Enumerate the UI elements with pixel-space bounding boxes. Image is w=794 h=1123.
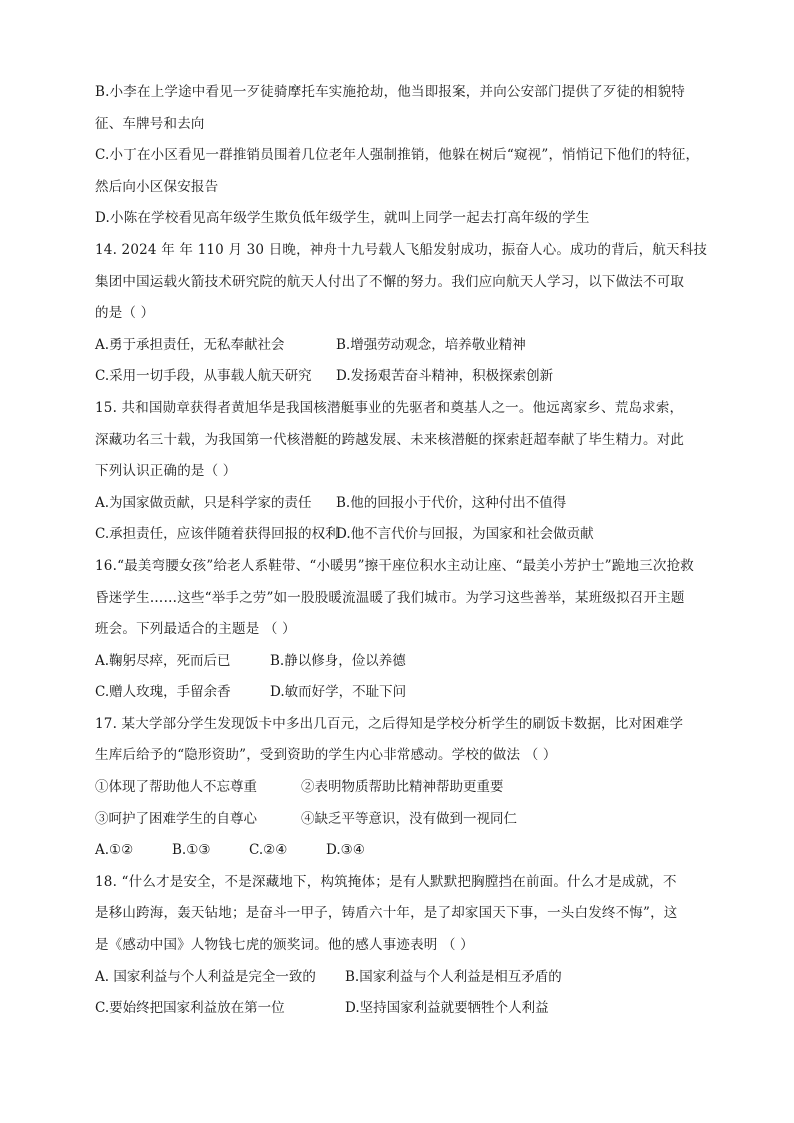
question-15-stem-line-3: 下列认识正确的是（ ） bbox=[95, 463, 237, 480]
question-18-option-a: A. 国家利益与个人利益是完全一致的 bbox=[95, 968, 316, 985]
question-18-option-c: C.要始终把国家利益放在第一位 bbox=[95, 1000, 285, 1017]
question-15-option-a: A.为国家做贡献，只是科学家的责任 bbox=[95, 494, 312, 511]
question-13-option-b-line-2: 征、车牌号和去向 bbox=[95, 115, 205, 132]
question-16-option-c: C.赠人玫瑰，手留余香 bbox=[95, 684, 231, 701]
question-16-option-a: A.鞠躬尽瘁，死而后已 bbox=[95, 652, 231, 669]
question-17-item-4: ④缺乏平等意识，没有做到一视同仁 bbox=[301, 810, 517, 827]
question-18-options-row-2 bbox=[95, 993, 715, 1025]
question-16-option-b: B.静以修身，俭以养德 bbox=[270, 652, 406, 669]
question-14-option-b: B.增强劳动观念，培养敬业精神 bbox=[336, 336, 526, 353]
question-18-option-d: D.坚持国家利益就要牺牲个人利益 bbox=[345, 1000, 549, 1017]
question-14-options-row-1 bbox=[95, 330, 715, 362]
question-16-stem-line-3: 班会。下列最适合的主题是 （ ） bbox=[95, 621, 296, 638]
question-16-option-d: D.敏而好学，不耻下问 bbox=[270, 684, 407, 701]
question-17-item-2: ②表明物质帮助比精神帮助更重要 bbox=[301, 779, 504, 796]
question-18-stem-line-3: 是《感动中国》人物钱七虎的颁奖词。他的感人事迹表明 （ ） bbox=[95, 937, 474, 954]
question-17-options-row bbox=[95, 835, 715, 867]
question-15-stem-line-1: 15. 共和国勋章获得者黄旭华是我国核潜艇事业的先驱者和奠基人之一。他远离家乡、荒岛求索， bbox=[95, 399, 684, 416]
question-15-option-d: D.他不言代价与回报，为国家和社会做贡献 bbox=[336, 526, 594, 543]
question-17-stem-line-1: 17. 某大学部分学生发现饭卡中多出几百元，之后得知是学校分析学生的刷饭卡数据，比对困难学 bbox=[95, 715, 684, 732]
question-13-option-d: D.小陈在学校看见高年级学生欺负低年级学生，就叫上同学一起去打高年级的学生 bbox=[95, 210, 590, 227]
question-17-item-1: ①体现了帮助他人不忘尊重 bbox=[95, 779, 257, 796]
question-16-options-row-2 bbox=[95, 677, 715, 709]
question-17-items-row-1 bbox=[95, 772, 715, 804]
question-15-option-b: B.他的回报小于代价，这种付出不值得 bbox=[336, 494, 567, 511]
question-18-options-row-1 bbox=[95, 962, 715, 994]
question-17-option-d: D.③④ bbox=[326, 842, 365, 859]
question-14-stem-line-2: 集团中国运载火箭技术研究院的航天人付出了不懈的努力。我们应向航天人学习，以下做法不可取 bbox=[95, 273, 685, 290]
question-18-option-b: B.国家利益与个人利益是相互矛盾的 bbox=[345, 968, 562, 985]
question-16-stem-line-1: 16.“最美弯腰女孩”给老人系鞋带、“小暖男”擦干座位积水主动让座、“最美小芳护士”跪地三次抢救 bbox=[95, 557, 694, 574]
question-14-stem-line-3: 的是（ ） bbox=[95, 305, 155, 322]
question-14-option-c: C.采用一切手段，从事载人航天研究 bbox=[95, 368, 312, 385]
question-17-item-3: ③呵护了困难学生的自尊心 bbox=[95, 810, 257, 827]
question-14-stem-line-1: 14. 2024 年 年 110 月 30 日晚，神舟十九号载人飞船发射成功，振奋人心。成功的背后，航天科技 bbox=[95, 241, 708, 258]
question-18-stem-line-1: 18. “什么才是安全，不是深藏地下，构筑掩体；是有人默默把胸膛挡在前面。什么才是成就，不 bbox=[95, 873, 677, 890]
question-15-stem-line-2: 深藏功名三十载，为我国第一代核潜艇的跨越发展、未来核潜艇的探索赶超奉献了毕生精力。对此 bbox=[95, 431, 685, 448]
exam-page bbox=[95, 77, 715, 1025]
question-17-stem-line-2: 生库后给予的“隐形资助”，受到资助的学生内心非常感动。学校的做法 （ ） bbox=[95, 747, 557, 764]
question-17-option-c: C.②④ bbox=[249, 842, 288, 859]
question-17-option-b: B.①③ bbox=[172, 842, 211, 859]
question-13-option-b-line-1: B.小李在上学途中看见一歹徒骑摩托车实施抢劫，他当即报案，并向公安部门提供了歹徒的相貌特 bbox=[95, 84, 686, 100]
question-16-options-row-1 bbox=[95, 646, 715, 678]
question-15-options-row-2 bbox=[95, 519, 715, 551]
question-16-stem-line-2: 昏迷学生……这些“举手之劳”如一股股暖流温暖了我们城市。为学习这些善举，某班级拟召开主题 bbox=[95, 589, 685, 606]
question-13-option-c-line-1: C.小丁在小区看见一群推销员围着几位老年人强制推销，他躲在树后“窥视”，悄悄记下他们的特征， bbox=[95, 147, 700, 164]
question-17-items-row-2 bbox=[95, 804, 715, 836]
question-17-option-a: A.①② bbox=[95, 842, 134, 859]
question-15-option-c: C.承担责任，应该伴随着获得回报的权利 bbox=[95, 526, 339, 543]
question-14-option-d: D.发扬艰苦奋斗精神，积极探索创新 bbox=[336, 368, 554, 385]
question-14-options-row-2 bbox=[95, 361, 715, 393]
question-13-option-c-line-2: 然后向小区保安报告 bbox=[95, 178, 219, 195]
question-18-stem-line-2: 是移山跨海，轰天钻地；是奋斗一甲子，铸盾六十年，是了却家国天下事，一头白发终不悔”，这 bbox=[95, 905, 678, 922]
question-14-option-a: A.勇于承担责任，无私奉献社会 bbox=[95, 336, 285, 353]
question-15-options-row-1 bbox=[95, 488, 715, 520]
